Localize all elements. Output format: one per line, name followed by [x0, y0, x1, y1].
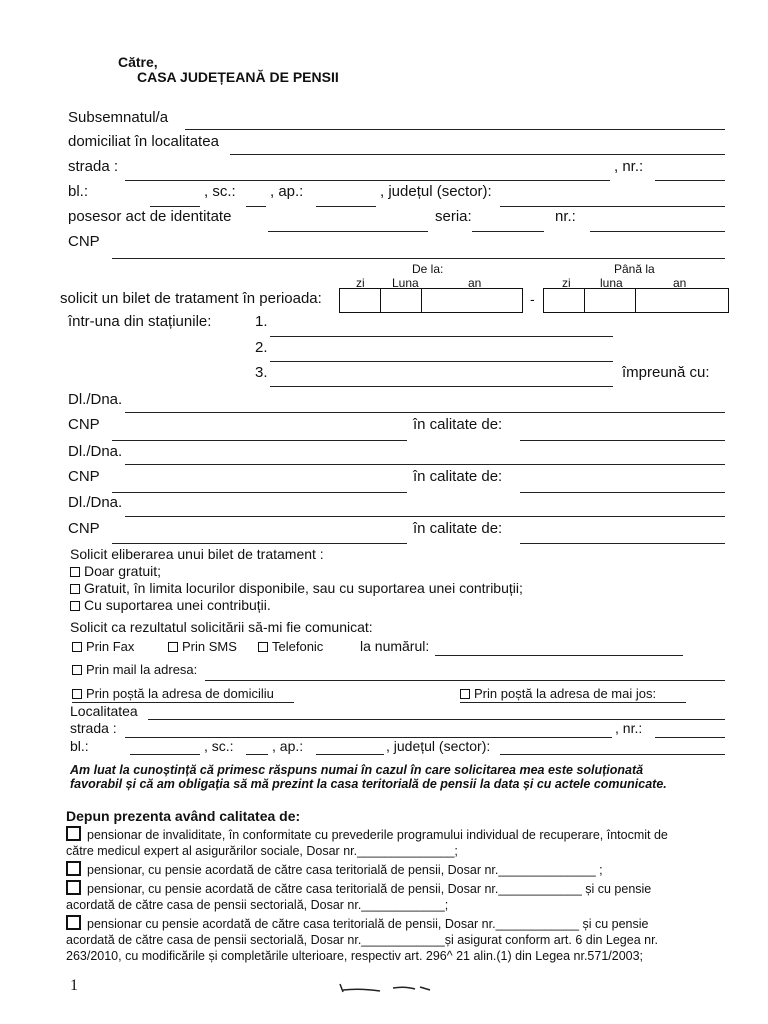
sc-field[interactable] — [246, 206, 266, 207]
station-1-label: 1. — [255, 313, 268, 330]
checkbox-icon[interactable] — [66, 880, 81, 895]
checkbox-icon[interactable] — [66, 861, 81, 876]
to-date-grid[interactable] — [543, 288, 729, 313]
to-label: Până la — [614, 262, 655, 276]
checkbox-icon[interactable] — [72, 689, 82, 699]
locality-label: domiciliat în localitatea — [68, 133, 219, 150]
station-2-field[interactable] — [270, 361, 613, 362]
companion-3-cnp-label: CNP — [68, 520, 100, 537]
from-label: De la: — [412, 262, 444, 276]
comm-fax-label: Prin Fax — [86, 639, 135, 654]
quality-option-3-line-2: acordată de către casa de pensii sectorială, Dosar nr.____________; — [66, 898, 449, 912]
quality-heading: Depun prezenta având calitatea de: — [66, 808, 301, 824]
notice-line-2: favorabil și că am obligația să mă prezint la casa teritorială de pensii la data și cu actele comunicate. — [70, 777, 667, 791]
address2-street-field[interactable] — [125, 737, 612, 738]
address2-sc-label: , sc.: — [204, 738, 234, 754]
page-number: 1 — [70, 977, 78, 994]
comm-post-other-label: Prin poștă la adresa de mai jos: — [474, 686, 657, 701]
series-field[interactable] — [472, 231, 544, 232]
comm-phone-label: Telefonic — [272, 639, 324, 654]
communication-label: Solicit ca rezultatul solicitării să-mi fie comunicat: — [70, 619, 373, 635]
comm-post-home[interactable] — [72, 686, 274, 702]
companion-2-cnp-field[interactable] — [112, 492, 407, 493]
address2-nr-field[interactable] — [655, 737, 725, 738]
quality-option-3[interactable] — [66, 880, 726, 913]
companion-3-name-label: Dl./Dna. — [68, 494, 123, 511]
quality-option-2-line: pensionar, cu pensie acordată de către casa teritorială de pensii, Dosar nr.______________ ; — [87, 863, 603, 877]
id-number-label: nr.: — [555, 208, 576, 225]
checkbox-icon[interactable] — [66, 826, 81, 841]
address2-sc-field[interactable] — [246, 754, 268, 755]
from-year-label: an — [468, 276, 482, 290]
name-field[interactable] — [185, 129, 725, 130]
bl-field[interactable] — [150, 206, 200, 207]
institution-title: CASA JUDEȚEANĂ DE PENSII — [137, 69, 339, 85]
quality-option-1-line-2: către medicul expert al asigurărilor sociale, Dosar nr.______________; — [66, 844, 458, 858]
checkbox-icon[interactable] — [70, 567, 80, 577]
companion-3-name-field[interactable] — [125, 516, 725, 517]
id-field[interactable] — [268, 231, 428, 232]
period-request-text: solicit un bilet de tratament în perioada: — [60, 290, 322, 307]
companion-2-name-field[interactable] — [125, 464, 725, 465]
address2-bl-label: bl.: — [70, 738, 89, 754]
companion-2-role-label: în calitate de: — [413, 468, 503, 485]
from-month-label: Luna — [392, 276, 419, 290]
issuance-option-free-label: Doar gratuit; — [84, 563, 162, 579]
checkbox-icon[interactable] — [66, 915, 81, 930]
comm-mail[interactable] — [72, 662, 197, 678]
quality-option-1-line-1: pensionar de invaliditate, în conformitate cu prevederile programului individual de recuperare, întocmit de — [87, 828, 668, 842]
checkbox-icon[interactable] — [168, 642, 178, 652]
cnp-field[interactable] — [112, 258, 725, 259]
id-number-field[interactable] — [590, 231, 725, 232]
locality-field[interactable] — [230, 154, 725, 155]
issuance-option-free[interactable] — [70, 563, 161, 579]
comm-post-other[interactable] — [460, 686, 656, 702]
companion-2-cnp-label: CNP — [68, 468, 100, 485]
street-label: strada : — [68, 158, 119, 175]
companion-1-name-label: Dl./Dna. — [68, 391, 123, 408]
together-label: împreună cu: — [622, 364, 710, 381]
comm-sms[interactable] — [168, 639, 237, 655]
issuance-option-free-or-contribution-label: Gratuit, în limita locurilor disponibile, sau cu suportarea unei contribuții; — [84, 580, 523, 596]
address2-street-label: strada : — [70, 720, 117, 736]
address2-ap-label: , ap.: — [272, 738, 304, 754]
from-day-label: zi — [356, 276, 365, 290]
address2-bl-field[interactable] — [130, 754, 200, 755]
companion-1-cnp-label: CNP — [68, 416, 100, 433]
issuance-option-free-or-contribution[interactable] — [70, 580, 523, 596]
address2-locality-label: Localitatea — [70, 703, 138, 719]
comm-number-label: la numărul: — [360, 638, 430, 654]
comm-post-other-underline — [460, 702, 686, 703]
checkbox-icon[interactable] — [70, 584, 80, 594]
checkbox-icon[interactable] — [460, 689, 470, 699]
quality-option-3-line-1: pensionar, cu pensie acordată de către casa teritorială de pensii, Dosar nr.____________ și cu pensie — [87, 882, 652, 896]
sc-label: , sc.: — [204, 183, 236, 200]
issuance-label: Solicit eliberarea unui bilet de tratament : — [70, 546, 324, 562]
quality-option-1[interactable] — [66, 826, 726, 859]
signature-scribble — [335, 978, 455, 998]
station-1-field[interactable] — [270, 336, 613, 337]
series-label: seria: — [435, 208, 472, 225]
address2-county-field[interactable] — [500, 754, 725, 755]
station-2-label: 2. — [255, 339, 268, 356]
to-month-label: luna — [600, 276, 623, 290]
companion-1-role-label: în calitate de: — [413, 416, 503, 433]
notice-line-1: Am luat la cunoștință că primesc răspuns numai în cazul în care solicitarea mea este soluționată — [70, 763, 644, 777]
comm-phone[interactable] — [258, 639, 323, 655]
quality-option-4-line-1: pensionar cu pensie acordată de către casa teritorială de pensii, Dosar nr.____________ și cu pensie — [87, 917, 649, 931]
nr-label: , nr.: — [614, 158, 644, 175]
quality-option-2[interactable] — [66, 861, 726, 878]
comm-number-field[interactable] — [435, 655, 683, 656]
name-label: Subsemnatul/a — [68, 109, 169, 126]
comm-mail-label: Prin mail la adresa: — [86, 662, 198, 677]
quality-option-4[interactable] — [66, 915, 726, 964]
comm-mail-field[interactable] — [205, 680, 725, 681]
companion-1-cnp-field[interactable] — [112, 440, 407, 441]
from-date-grid[interactable] — [339, 288, 523, 313]
address2-ap-field[interactable] — [316, 754, 384, 755]
street-field[interactable] — [125, 180, 610, 181]
county-label: , județul (sector): — [380, 183, 492, 200]
ap-field[interactable] — [316, 206, 376, 207]
companion-2-role-field[interactable] — [520, 492, 725, 493]
issuance-option-contribution-label: Cu suportarea unei contribuții. — [84, 597, 271, 613]
quality-option-4-line-3: 263/2010, cu modificările și completările ulterioare, respectiv art. 296^ 21 alin.(1) din Legea nr.571/2003; — [66, 949, 644, 963]
issuance-option-contribution[interactable] — [70, 597, 271, 613]
companion-3-cnp-field[interactable] — [112, 543, 407, 544]
station-3-label: 3. — [255, 364, 268, 381]
companion-3-role-field[interactable] — [520, 543, 725, 544]
to-day-label: zi — [562, 276, 571, 290]
county-field[interactable] — [500, 206, 725, 207]
nr-field[interactable] — [655, 180, 725, 181]
ap-label: , ap.: — [270, 183, 304, 200]
bl-label: bl.: — [68, 183, 89, 200]
id-label: posesor act de identitate — [68, 208, 232, 225]
stations-label: într-una din stațiunile: — [68, 313, 212, 330]
companion-1-name-field[interactable] — [125, 412, 725, 413]
quality-option-4-line-2: acordată de către casa de pensii sectorială, Dosar nr.____________și asigurat conform art. 6 din Legea nr. — [66, 933, 659, 947]
checkbox-icon[interactable] — [72, 642, 82, 652]
companion-1-role-field[interactable] — [520, 440, 725, 441]
comm-post-home-label: Prin poștă la adresa de domiciliu — [86, 686, 274, 701]
address2-nr-label: , nr.: — [615, 720, 643, 736]
address2-county-label: , județul (sector): — [386, 738, 491, 754]
checkbox-icon[interactable] — [70, 601, 80, 611]
comm-sms-label: Prin SMS — [182, 639, 237, 654]
companion-3-role-label: în calitate de: — [413, 520, 503, 537]
station-3-field[interactable] — [270, 386, 613, 387]
period-dash: - — [530, 291, 535, 307]
companion-2-name-label: Dl./Dna. — [68, 443, 123, 460]
checkbox-icon[interactable] — [72, 665, 82, 675]
comm-fax[interactable] — [72, 639, 134, 655]
checkbox-icon[interactable] — [258, 642, 268, 652]
cnp-label: CNP — [68, 233, 100, 250]
salutation: Către, — [118, 54, 158, 70]
to-year-label: an — [673, 276, 687, 290]
